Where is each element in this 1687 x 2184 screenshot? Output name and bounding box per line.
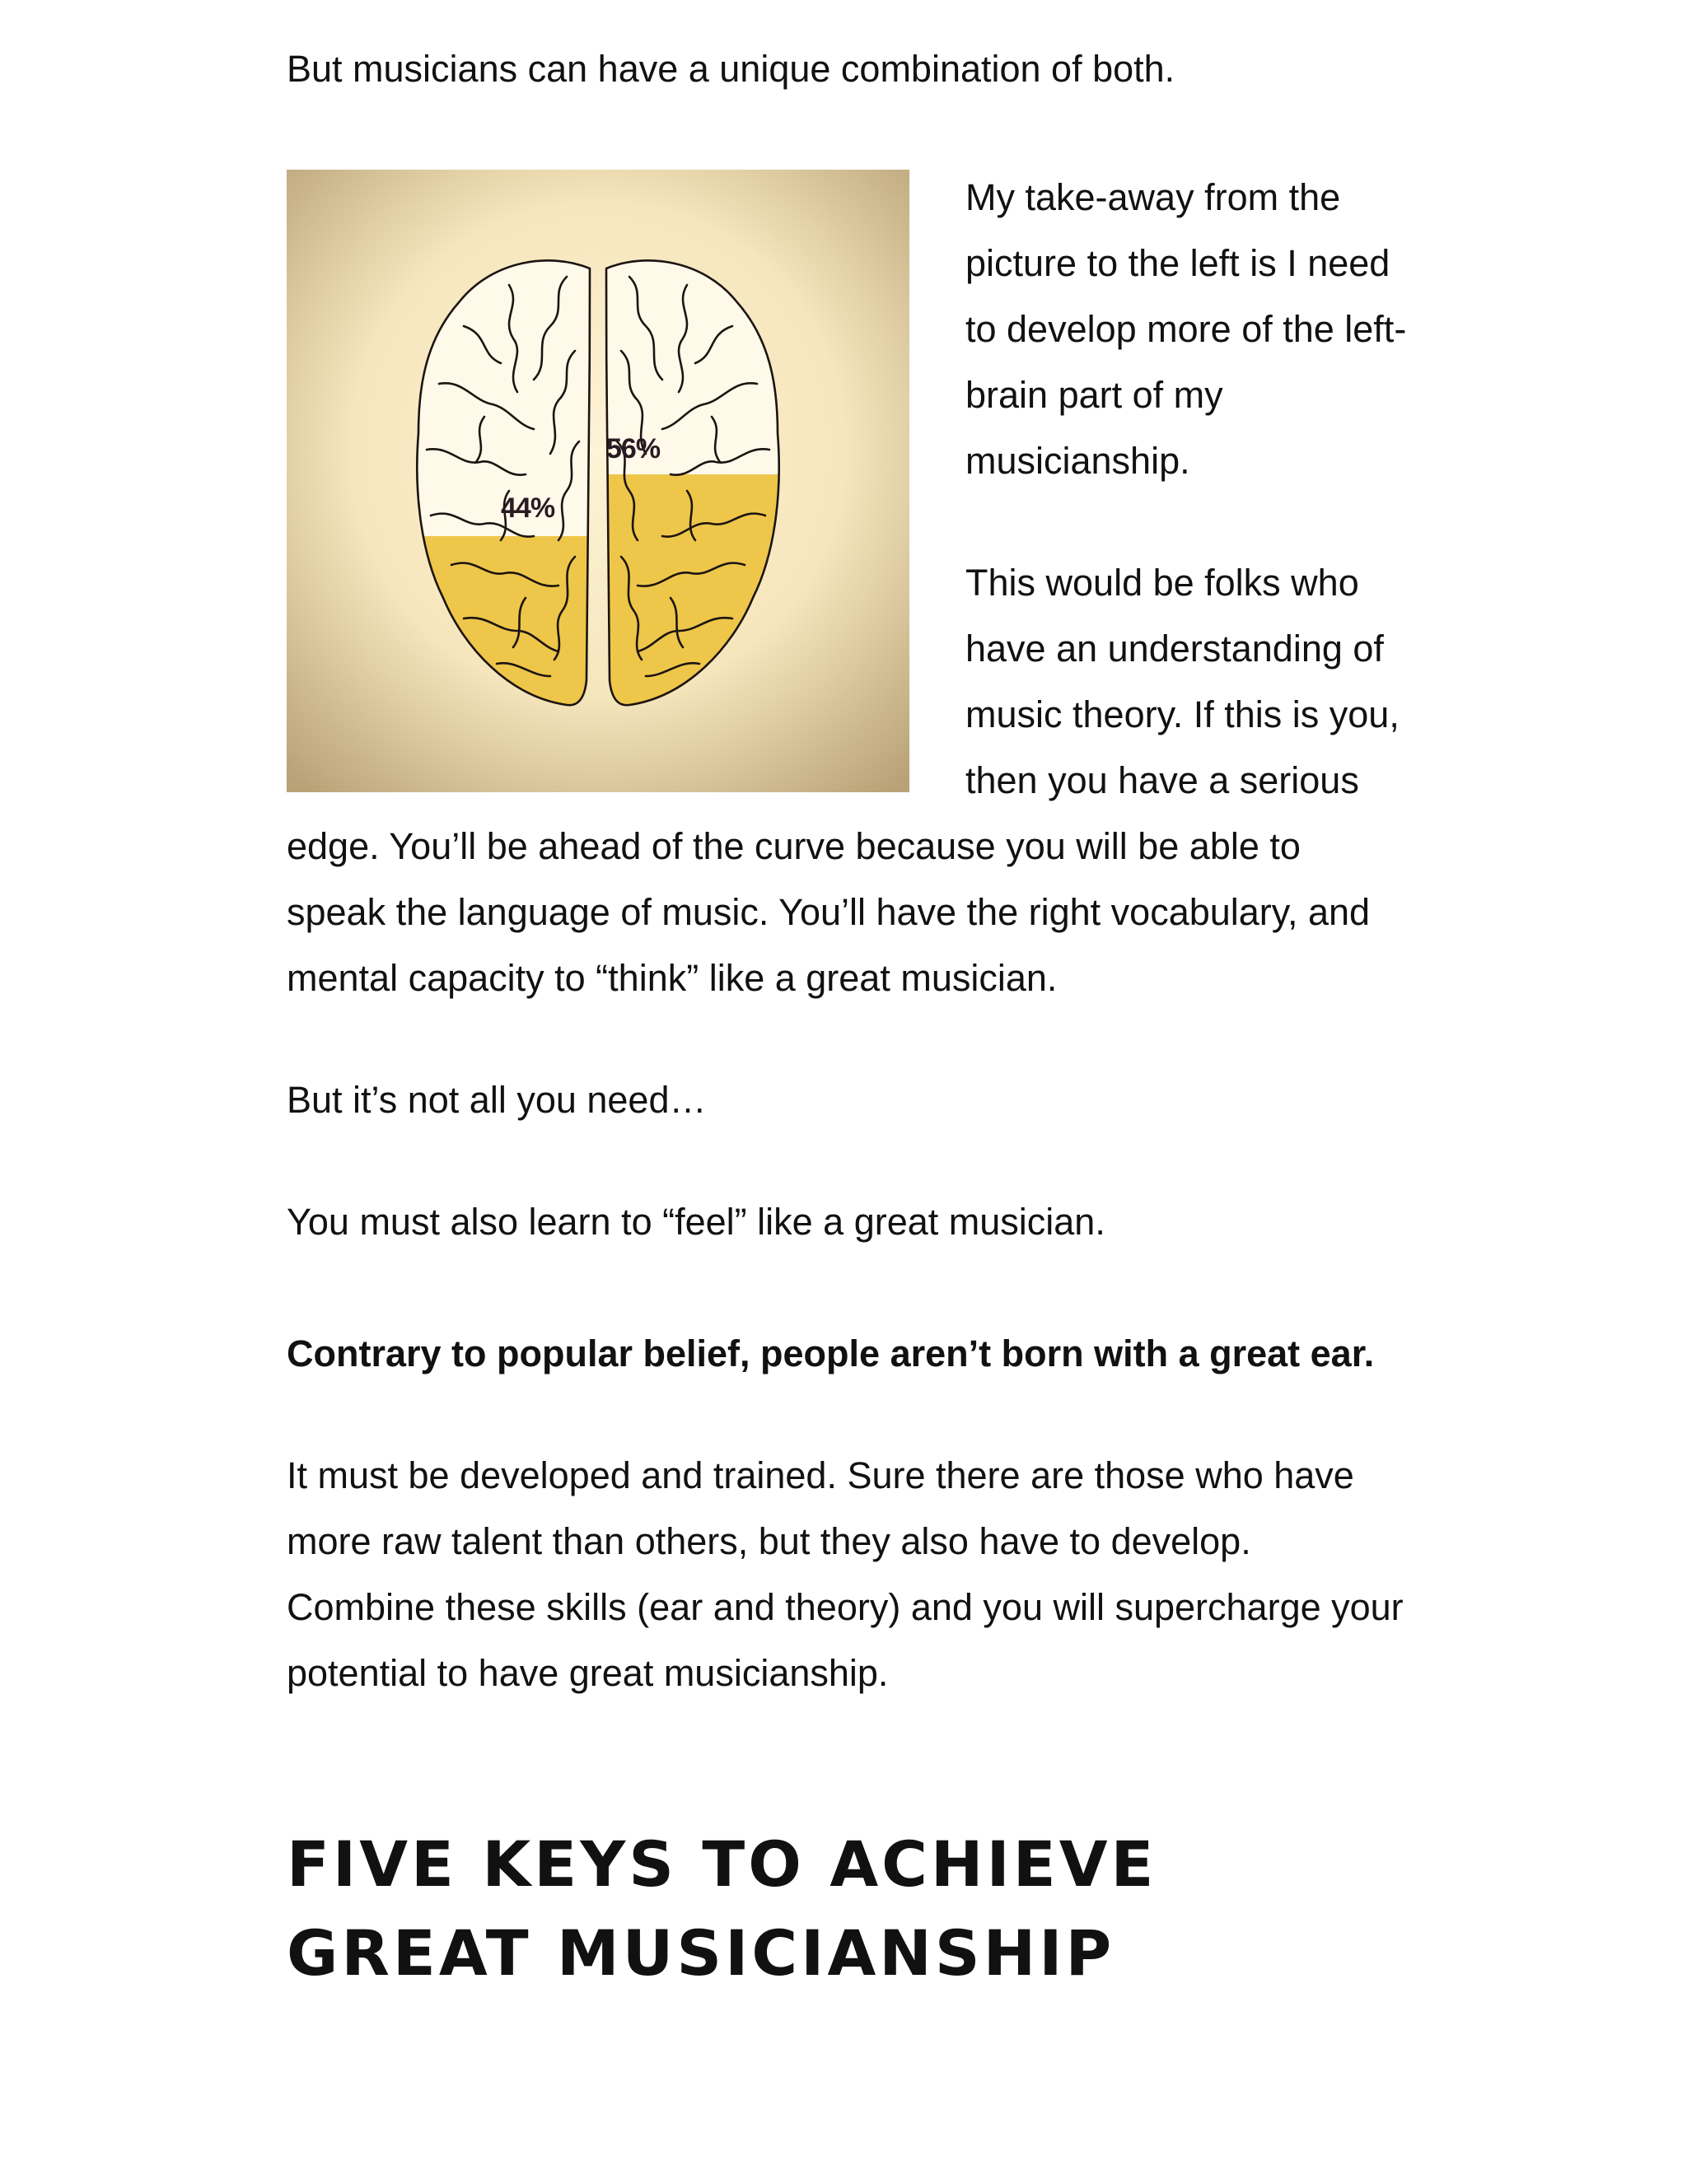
left-percentage-label: 44% bbox=[501, 492, 555, 524]
brain-illustration bbox=[287, 170, 909, 792]
figure-paragraph-2: This would be folks who have an understanding of music theory. If this is you, then you have a serious edge. You’ll be ahead of the curve because you will be able to speak the language of music. You’ll have the right vocabulary, and mental capacity to “think” like a great musician. bbox=[287, 562, 1400, 999]
intro-paragraph: But musicians can have a unique combination of both. bbox=[287, 48, 1175, 90]
brain-image bbox=[287, 170, 909, 792]
right-percentage-label: 56% bbox=[606, 433, 661, 464]
contrary-paragraph: Contrary to popular belief, people aren’t born with a great ear. bbox=[287, 1332, 1375, 1374]
feel-paragraph: You must also learn to “feel” like a great musician. bbox=[287, 1201, 1105, 1243]
not-all-paragraph: But it’s not all you need… bbox=[287, 1079, 707, 1121]
figure-block bbox=[287, 170, 1407, 1011]
section-heading: FIVE KEYS TO ACHIEVE GREAT MUSICIANSHIP bbox=[287, 1827, 1157, 1990]
developed-paragraph: It must be developed and trained. Sure there are those who have more raw talent than others, but they also have to develop. Combine these skills (ear and theory) and you will supercharge your potential to have great musicianship. bbox=[287, 1454, 1404, 1694]
image-background bbox=[287, 170, 909, 792]
figure-paragraph-1: My take-away from the picture to the left is I need to develop more of the left-brain part of my musicianship. bbox=[965, 176, 1407, 482]
